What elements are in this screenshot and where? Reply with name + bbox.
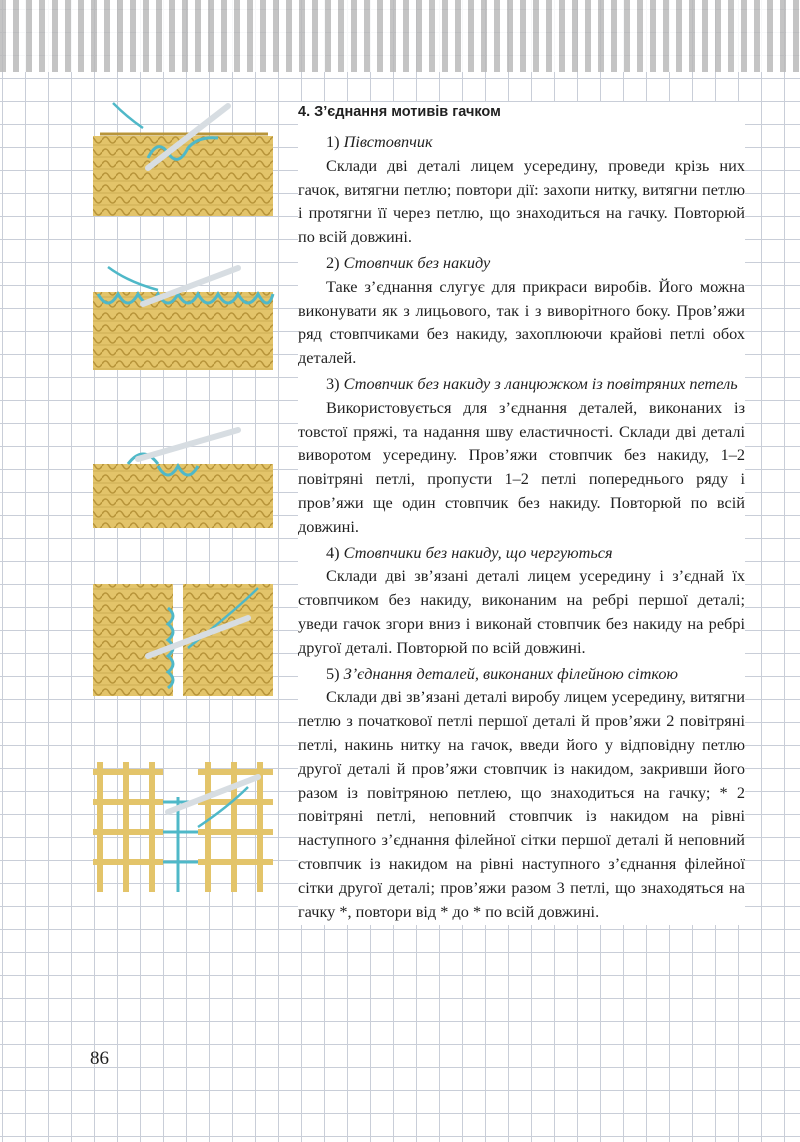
page-number: 86 — [90, 1048, 109, 1069]
illustration-single-crochet — [88, 262, 278, 412]
section-heading: 4. З’єднання мотивів гачком — [298, 104, 501, 120]
text-column — [298, 102, 745, 925]
item-2-title: 2) Стовпчик без накиду — [326, 252, 491, 272]
item-3-title: 3) Стовпчик без накиду з ланцюжком із повітряних петель — [326, 373, 738, 393]
illustration-alternating — [88, 578, 278, 728]
item-4-title: 4) Стовпчики без накиду, що чергуються — [326, 542, 613, 562]
illustration-slip-stitch — [88, 98, 278, 248]
top-decorative-stripes — [0, 0, 800, 72]
item-1-title: 1) Півстовпчик — [326, 132, 433, 151]
crochet-hook-icon — [168, 777, 258, 812]
item-2-text: Таке з’єднання слугує для прикраси виробів. Його можна виконувати як з лицьового, так і з виворітного боку. Пров’яжи ряд стовпчиками без накиду, захоплюючи крайові петлі обох деталей. — [298, 276, 745, 368]
illustration-filet-mesh — [88, 757, 278, 907]
illustration-chain-join — [88, 424, 278, 574]
item-5-title: 5) З’єднання деталей, виконаних філейною сіткою — [326, 663, 678, 683]
item-4-text: Склади дві зв’язані деталі лицем усередину і з’єднай їх стовпчиком без накиду, виконаним на ребрі першої деталі; уведи гачок згори вниз і виконай стовпчик без накиду на ребрі другої деталі. Повторюй по всій довжині. — [298, 566, 745, 657]
item-1-text: Склади дві деталі лицем усередину, проведи крізь них гачок, витягни петлю; повтори дії: захопи нитку, витягни петлю і протягни її через петлю, що знаходиться на гачку. Повторюй по всій довжині. — [298, 155, 745, 247]
item-5-text: Склади дві зв’язані деталі виробу лицем усередину, витягни петлю з початкової петлі першої деталі й пров’яжи 2 повітряні петлі, накинь нитку на гачок, введи його у відповідну петлю другої деталі й пров’яжи стовпчик із накидом, закривши його разом із повітряною петлею, що знаходиться на гачку; * 2 повітряні петлі, неповний стовпчик із накидом на рівні наступного з’єднання філейної сітки першої деталі й неповний стовпчик із накидом на рівні наступного з’єднання філейної сітки другої деталі; пров’яжи разом 3 петлі, що знаходяться на гачку *, повтори від * до * по всій довжині. — [298, 687, 745, 921]
crochet-hook-icon — [138, 430, 238, 459]
item-3-text: Використовується для з’єднання деталей, виконаних із товстої пряжі, та надання шву еластичності. Склади дві деталі виворотом усередину. Пров’яжи стовпчик без накиду, 1–2 повітряні петлі, пропусти 1–2 петлі попереднього ряду і пров’яжи ще один стовпчик без накиду. Повторюй по всій довжині. — [298, 397, 745, 536]
